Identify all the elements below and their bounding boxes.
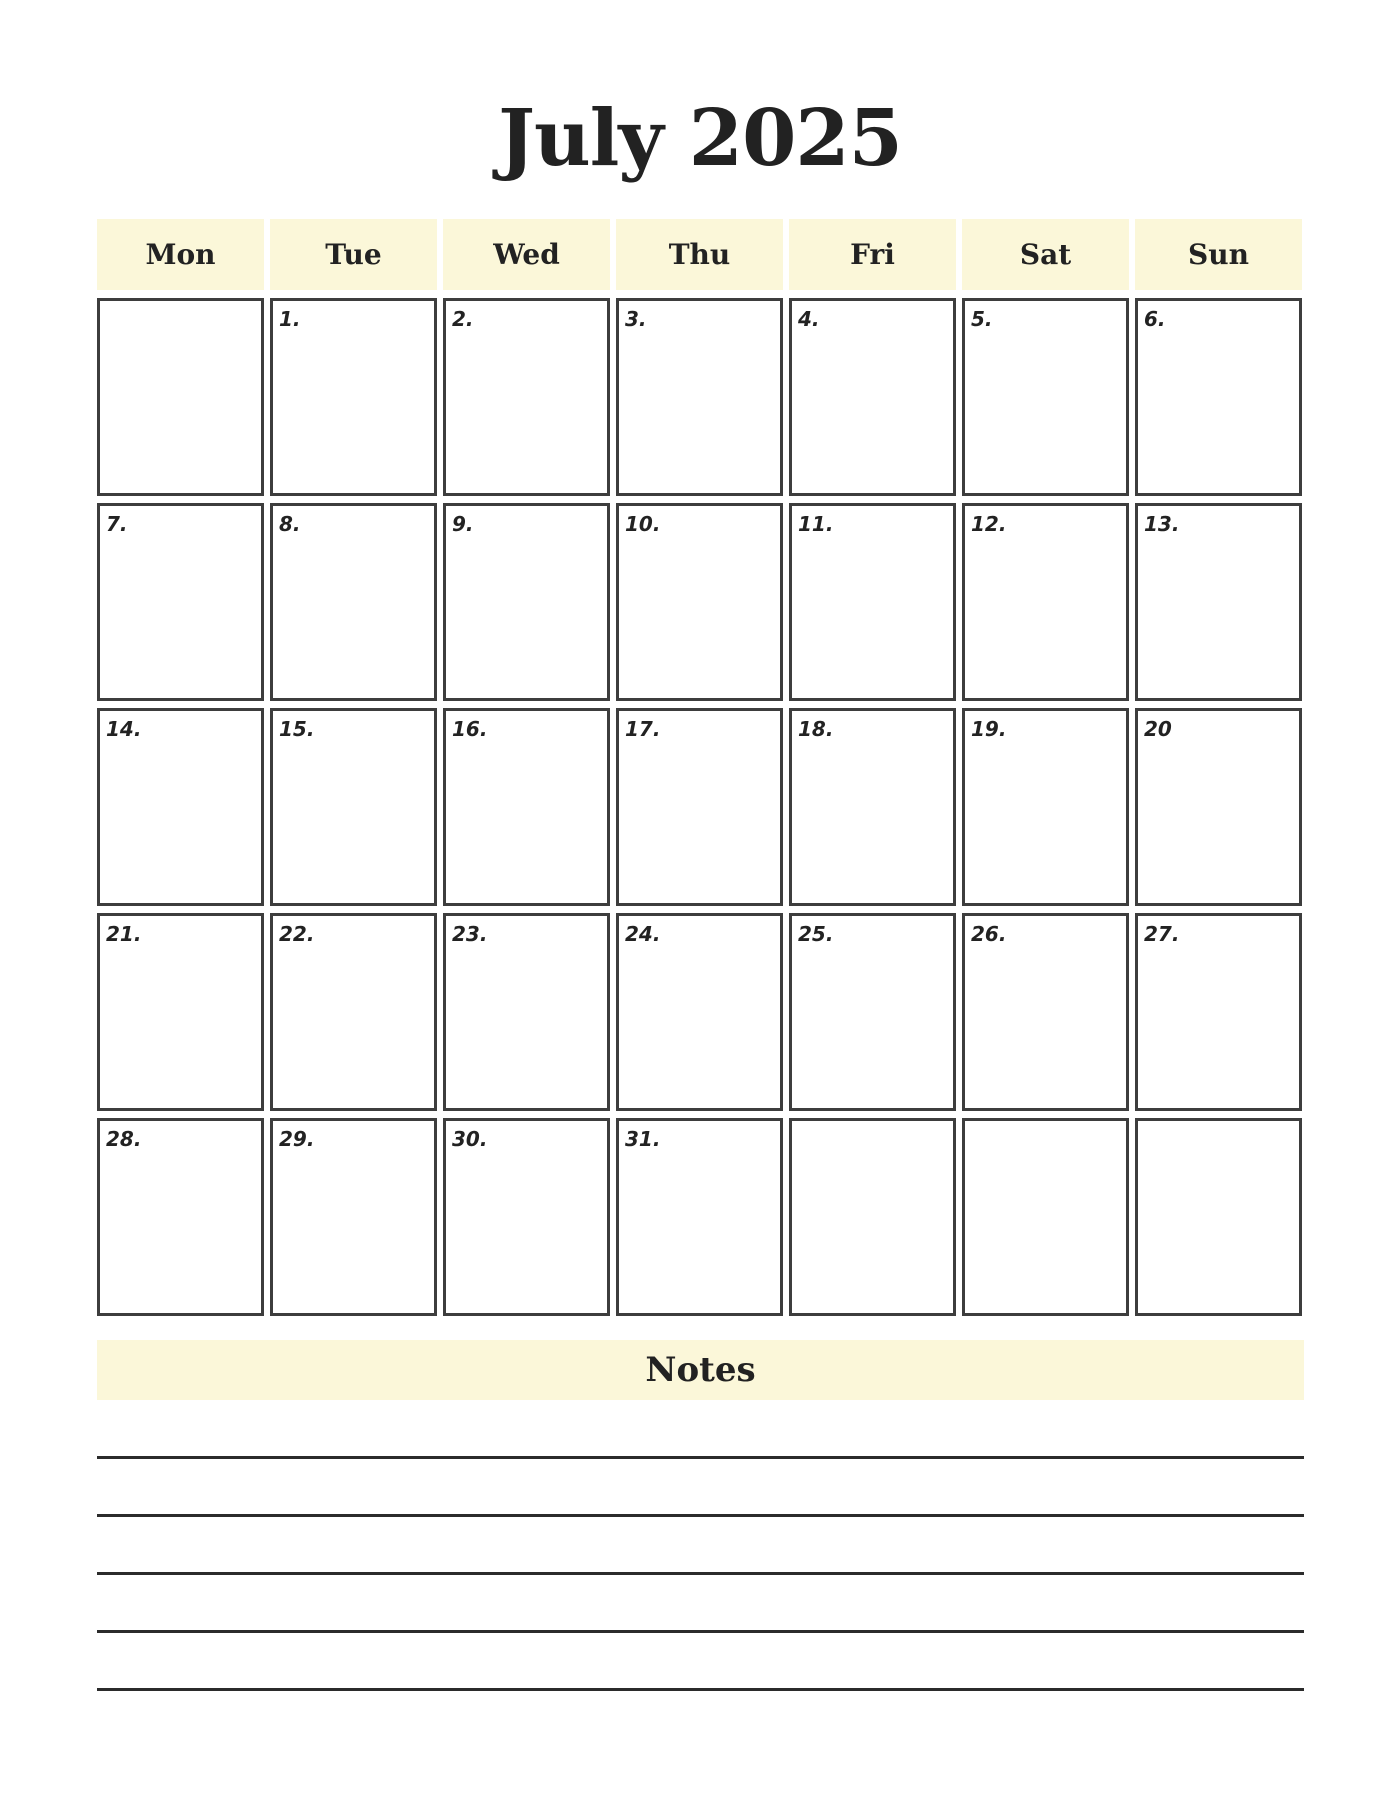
note-line[interactable] — [97, 1688, 1304, 1691]
day-cell[interactable] — [616, 298, 783, 496]
day-number: 24. — [625, 922, 661, 946]
day-cell[interactable] — [962, 913, 1129, 1111]
day-cell[interactable] — [443, 913, 610, 1111]
notes-header: Notes — [97, 1340, 1304, 1400]
day-cell[interactable] — [97, 503, 264, 701]
day-cell[interactable] — [1135, 503, 1302, 701]
day-cell[interactable] — [616, 708, 783, 906]
day-cell[interactable] — [270, 913, 437, 1111]
day-grid — [97, 298, 1304, 1316]
weekday-sun: Sun — [1135, 219, 1302, 290]
day-number: 5. — [971, 307, 993, 331]
page-title: July 2025 — [498, 93, 902, 184]
day-cell[interactable] — [616, 503, 783, 701]
day-number: 14. — [106, 717, 142, 741]
day-cell[interactable] — [962, 1118, 1129, 1316]
day-cell[interactable] — [962, 708, 1129, 906]
day-number: 25. — [798, 922, 834, 946]
day-number: 8. — [279, 512, 301, 536]
day-cell[interactable] — [616, 1118, 783, 1316]
day-cell[interactable] — [789, 298, 956, 496]
day-number: 16. — [452, 717, 488, 741]
day-number: 15. — [279, 717, 315, 741]
day-cell[interactable] — [97, 708, 264, 906]
day-cell[interactable] — [962, 503, 1129, 701]
calendar-grid — [97, 219, 1304, 1316]
day-number: 9. — [452, 512, 474, 536]
day-cell[interactable] — [97, 913, 264, 1111]
day-number: 4. — [798, 307, 820, 331]
day-cell[interactable] — [789, 913, 956, 1111]
day-cell[interactable] — [270, 708, 437, 906]
day-cell[interactable] — [1135, 913, 1302, 1111]
day-number: 13. — [1144, 512, 1180, 536]
day-cell[interactable] — [616, 913, 783, 1111]
day-number: 21. — [106, 922, 142, 946]
day-cell[interactable] — [1135, 708, 1302, 906]
day-cell[interactable] — [270, 503, 437, 701]
day-number: 26. — [971, 922, 1007, 946]
day-cell[interactable] — [1135, 298, 1302, 496]
day-number: 1. — [279, 307, 301, 331]
day-number: 2. — [452, 307, 474, 331]
day-cell[interactable] — [270, 1118, 437, 1316]
note-line[interactable] — [97, 1514, 1304, 1517]
weekday-header-row — [97, 219, 1304, 290]
weekday-tue: Tue — [270, 219, 437, 290]
note-line[interactable] — [97, 1456, 1304, 1459]
day-cell[interactable] — [443, 298, 610, 496]
day-number: 19. — [971, 717, 1007, 741]
day-cell[interactable] — [443, 708, 610, 906]
day-number: 17. — [625, 717, 661, 741]
day-number: 20 — [1144, 717, 1172, 741]
day-cell[interactable] — [270, 298, 437, 496]
day-number: 30. — [452, 1127, 488, 1151]
day-number: 11. — [798, 512, 834, 536]
day-number: 10. — [625, 512, 661, 536]
day-number: 18. — [798, 717, 834, 741]
day-cell[interactable] — [789, 1118, 956, 1316]
weekday-thu: Thu — [616, 219, 783, 290]
day-number: 22. — [279, 922, 315, 946]
day-number: 28. — [106, 1127, 142, 1151]
weekday-sat: Sat — [962, 219, 1129, 290]
day-number: 7. — [106, 512, 128, 536]
day-cell[interactable] — [789, 503, 956, 701]
day-number: 29. — [279, 1127, 315, 1151]
day-number: 3. — [625, 307, 647, 331]
weekday-mon: Mon — [97, 219, 264, 290]
note-line[interactable] — [97, 1630, 1304, 1633]
day-cell[interactable] — [789, 708, 956, 906]
day-number: 6. — [1144, 307, 1166, 331]
day-cell[interactable] — [962, 298, 1129, 496]
day-number: 23. — [452, 922, 488, 946]
day-number: 27. — [1144, 922, 1180, 946]
day-cell[interactable] — [443, 1118, 610, 1316]
day-cell[interactable] — [97, 1118, 264, 1316]
day-cell[interactable] — [1135, 1118, 1302, 1316]
note-line[interactable] — [97, 1572, 1304, 1575]
day-cell[interactable] — [443, 503, 610, 701]
day-number: 12. — [971, 512, 1007, 536]
weekday-fri: Fri — [789, 219, 956, 290]
weekday-wed: Wed — [443, 219, 610, 290]
day-cell[interactable] — [97, 298, 264, 496]
day-number: 31. — [625, 1127, 661, 1151]
